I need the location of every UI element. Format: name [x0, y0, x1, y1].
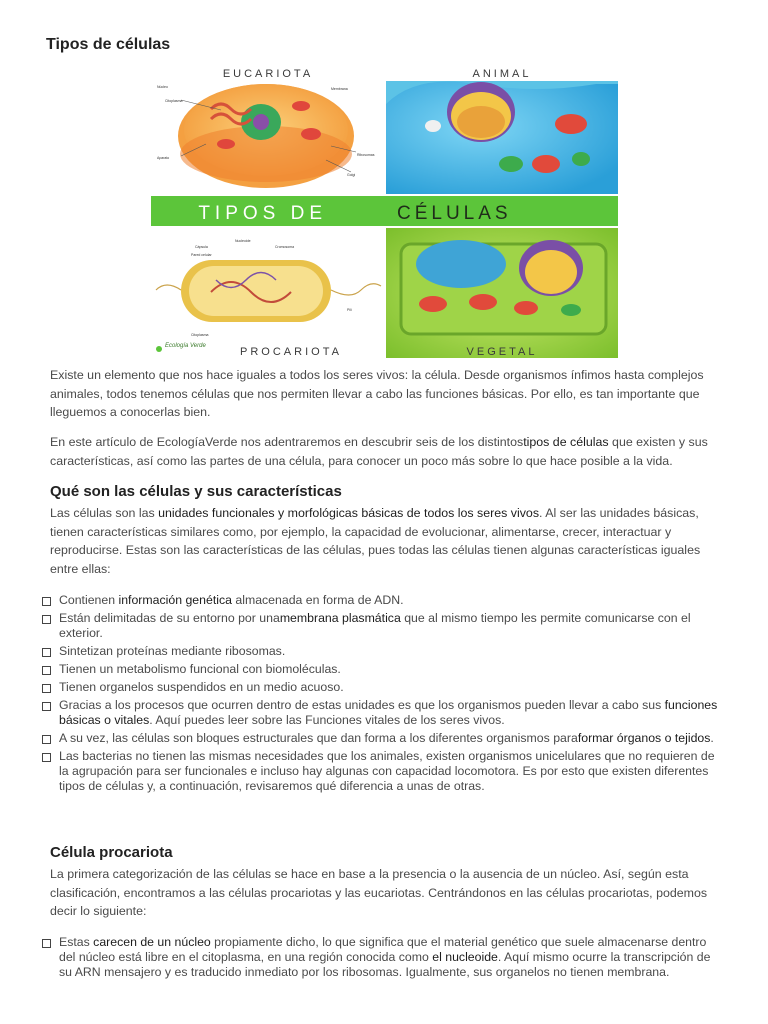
bullet-text: Estas — [59, 935, 94, 949]
intro-paragraph-2 — [50, 433, 718, 470]
tipos-de-celulas-link[interactable]: tipos de células — [523, 435, 609, 449]
svg-text:Pared celular: Pared celular — [191, 253, 212, 257]
label-procariota: PROCARIOTA — [240, 346, 342, 358]
intro-paragraph-1: Existe un elemento que nos hace iguales a todos los seres vivos: la célula. Desde organismos ínfimos hasta complejos animales, todos tenemos células que nos permiten llevar a cabo las funciones básicas. Por ello, es tan importante que lleguemos a conocerlas bien. — [50, 368, 704, 419]
section-heading-celula-procariota: Célula procariota — [50, 844, 173, 861]
section2-paragraph: La primera categorización de las células se hace en base a la presencia o la ausencia de un núcleo. Así, según esta clasificación, encontramos a las células procariotas y las eucariotas. Centrándonos en las células procariotas, podemos decir lo siguiente: — [50, 867, 708, 918]
list-item — [42, 698, 722, 728]
list-item — [42, 749, 722, 793]
bullet-link[interactable]: formar órganos o tejidos — [577, 731, 711, 746]
section-heading-que-son: Qué son las células y sus características — [50, 483, 342, 500]
svg-text:Citoplasma: Citoplasma — [165, 99, 183, 103]
checkbox-bullet-icon — [42, 753, 51, 762]
list-item — [42, 611, 722, 641]
label-tipos-de: TIPOS DE — [198, 203, 327, 224]
svg-text:Golgi: Golgi — [347, 173, 356, 177]
checkbox-bullet-icon — [42, 939, 51, 948]
checkbox-bullet-icon — [42, 735, 51, 744]
bullet-link[interactable]: membrana plasmática — [279, 611, 401, 626]
svg-text:Citoplasma: Citoplasma — [191, 333, 209, 337]
label-celulas: CÉLULAS — [397, 203, 512, 224]
checkbox-bullet-icon — [42, 648, 51, 657]
page-cutoff — [0, 988, 768, 1024]
svg-text:Cromosoma: Cromosoma — [275, 245, 295, 249]
bullet-text: A su vez, las células son bloques estructurales que dan forma a los diferentes organismos para — [59, 731, 578, 746]
procariota-list — [42, 935, 722, 983]
checkbox-bullet-icon — [42, 702, 51, 711]
bullet-text: Tienen un metabolismo funcional con biomoléculas. — [59, 662, 341, 677]
svg-text:Núcleo: Núcleo — [157, 85, 168, 89]
ecologia-verde-logo: Ecología Verde — [165, 343, 206, 349]
svg-text:Ribosomas: Ribosomas — [357, 153, 375, 157]
intro-p2-text-a: En este artículo de EcologíaVerde nos adentraremos en descubrir seis de los distintos — [50, 435, 524, 449]
svg-text:Pili: Pili — [347, 308, 352, 312]
bullet-text: . Aquí mismo ocurre la transcripción de su ARN mensajero y es traducido inmediato por los ribosomas. Igualmente, sus organelos no tienen membrana. — [59, 949, 711, 979]
bullet-text: que al mismo tiempo les permite comunicarse con el exterior. — [59, 611, 691, 640]
list-item — [42, 662, 722, 677]
bullet-link[interactable]: carecen de un núcleo — [93, 935, 211, 949]
section1-text-a: Las células son las — [50, 506, 159, 520]
label-eucariota: EUCARIOTA — [222, 68, 314, 80]
intro-p2-text-b: que existen y sus características, así como las partes de una célula, para conocer un poco más sobre lo que hace posible a la vida. — [50, 435, 708, 468]
unidades-funcionales-link[interactable]: unidades funcionales y morfológicas básicas de todos los seres vivos — [158, 506, 540, 520]
section1-paragraph — [50, 504, 718, 578]
list-item — [42, 680, 722, 695]
bullet-link[interactable]: el nucleoide — [432, 949, 498, 964]
list-item — [42, 593, 722, 608]
svg-text:Aparato: Aparato — [157, 156, 170, 160]
bullet-text: Tienen organelos suspendidos en un medio acuoso. — [59, 680, 344, 695]
svg-text:Membrana: Membrana — [331, 87, 348, 91]
bullet-text: Contienen — [59, 593, 119, 607]
checkbox-bullet-icon — [42, 597, 51, 606]
list-item — [42, 644, 722, 659]
page-title: Tipos de células — [46, 36, 171, 53]
bullet-text: . — [710, 731, 714, 746]
bullet-text: . Aquí puedes leer sobre las Funciones vitales de los seres vivos. — [149, 713, 505, 728]
bullet-text: propiamente dicho, lo que significa que el material genético que suele almacenarse dentro del núcleo está libre en el citoplasma, en una región conocida como — [59, 935, 707, 964]
section1-text-b: . Al ser las unidades básicas, tienen características similares como, por ejemplo, la capacidad de evolucionar, alimentarse, crecer, interactuar y reproducirse. Estas son las características de las células, pues todas las células tienen algunas características iguales entre ellas: — [50, 506, 701, 576]
bullet-text: Están delimitadas de su entorno por una — [59, 611, 280, 626]
list-item — [42, 731, 722, 746]
cell-types-illustration — [151, 64, 618, 358]
list-item — [42, 935, 722, 979]
checkbox-bullet-icon — [42, 666, 51, 675]
bullet-text: Gracias a los procesos que ocurren dentro de estas unidades es que los organismos pueden llevar a cabo sus — [59, 698, 665, 713]
checkbox-bullet-icon — [42, 684, 51, 693]
bullet-text: Sintetizan proteínas mediante ribosomas. — [59, 643, 286, 658]
bullet-text: almacenada en forma de ADN. — [231, 593, 404, 607]
svg-text:Nucleoide: Nucleoide — [235, 239, 251, 243]
bullet-link[interactable]: funciones básicas o vitales — [59, 698, 718, 728]
bullet-text: Las bacterias no tienen las mismas necesidades que los animales, existen organismos unicelulares que no requieren de la agrupación para ser funcionales e incluso hay algunas con capacidad locomotora. Es por esto que existen diferentes tipos de células y, a continuación, revisaremos qué diferencia a unas de otras. — [59, 749, 715, 793]
label-animal: ANIMAL — [472, 68, 532, 80]
label-vegetal: VEGETAL — [466, 346, 538, 358]
svg-text:Cápsula: Cápsula — [195, 245, 208, 249]
bullet-link[interactable]: información genética — [118, 593, 232, 607]
characteristics-list — [42, 593, 722, 797]
checkbox-bullet-icon — [42, 615, 51, 624]
